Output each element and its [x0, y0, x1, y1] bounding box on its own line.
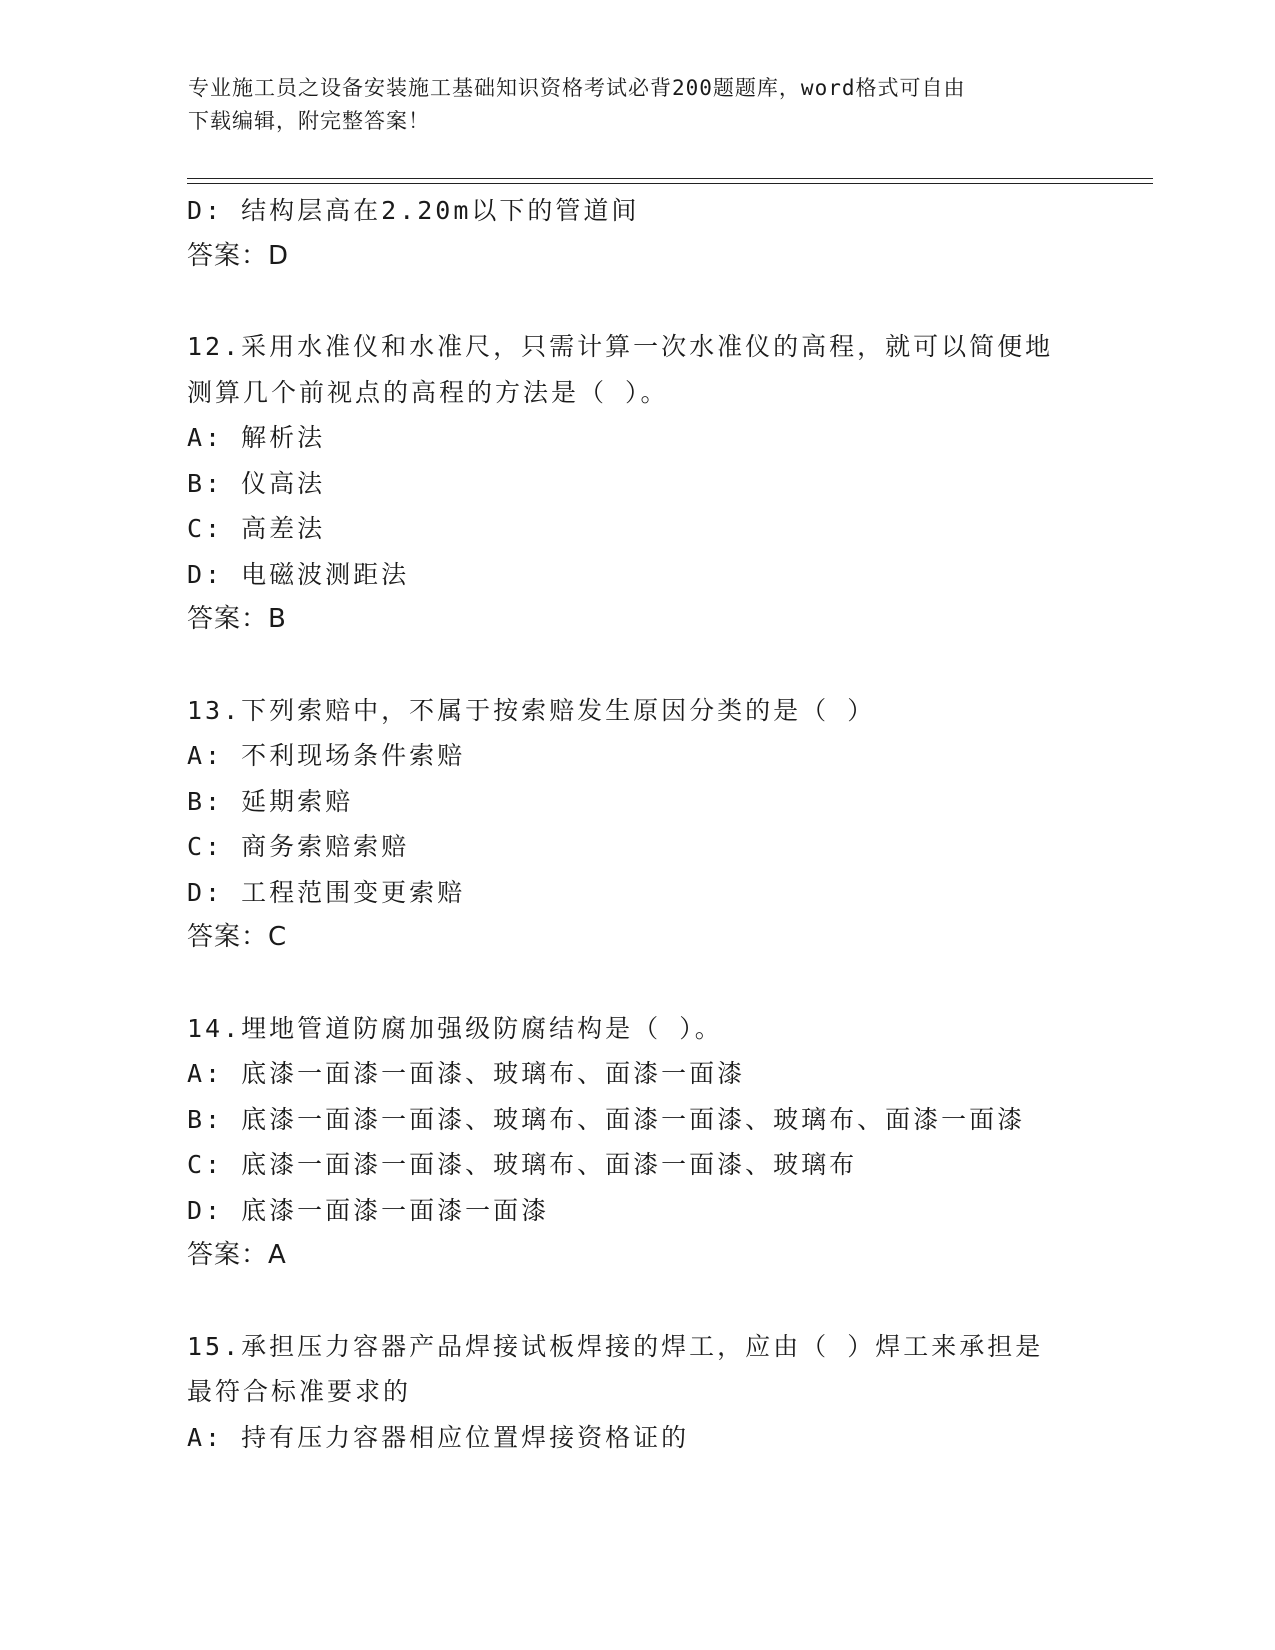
question-stem-continued: 测算几个前视点的高程的方法是（ ）。	[187, 377, 669, 407]
document-header	[188, 72, 1088, 138]
option-c: C: 高差法	[187, 514, 326, 543]
option-d: D: 底漆一面漆一面漆一面漆	[187, 1195, 550, 1225]
question-12	[187, 324, 1087, 643]
option-a: A: 持有压力容器相应位置焊接资格证的	[187, 1422, 690, 1452]
header-divider-bottom	[187, 183, 1153, 184]
header-divider-top	[187, 178, 1153, 179]
option-b: B: 延期索赔	[187, 786, 354, 816]
question-stem: 14.埋地管道防腐加强级防腐结构是（ ）。	[187, 1013, 723, 1043]
question-stem: 15.承担压力容器产品焊接试板焊接的焊工，应由（ ）焊工来承担是	[187, 1331, 1044, 1361]
answer: 答案：B	[187, 604, 287, 634]
spacer	[187, 961, 1087, 1006]
option-a: A: 解析法	[187, 423, 326, 452]
spacer	[187, 1279, 1087, 1324]
answer: 答案：A	[187, 1240, 287, 1270]
option-b: B: 仪高法	[187, 468, 326, 498]
answer: 答案：C	[187, 922, 288, 952]
prev-option-d: D: 结构层高在2.20m以下的管道间	[187, 196, 640, 225]
prev-answer: 答案：D	[187, 240, 290, 271]
header-title-line-1: 专业施工员之设备安装施工基础知识资格考试必背200题题库，word格式可自由	[188, 76, 966, 100]
header-title-line-2: 下载编辑，附完整答案！	[188, 109, 430, 133]
option-d: D: 电磁波测距法	[187, 559, 410, 589]
question-stem-continued: 最符合标准要求的	[187, 1377, 412, 1406]
option-a: A: 不利现场条件索赔	[187, 741, 466, 770]
spacer	[187, 643, 1087, 688]
option-a: A: 底漆一面漆一面漆、玻璃布、面漆一面漆	[187, 1059, 746, 1088]
question-stem: 13.下列索赔中，不属于按索赔发生原因分类的是（ ）	[187, 695, 876, 725]
question-stem: 12.采用水准仪和水准尺，只需计算一次水准仪的高程，就可以简便地	[187, 332, 1054, 361]
question-14	[187, 1006, 1087, 1279]
question-13	[187, 688, 1087, 961]
question-15	[187, 1324, 1087, 1461]
option-c: C: 底漆一面漆一面漆、玻璃布、面漆一面漆、玻璃布	[187, 1150, 858, 1179]
option-b: B: 底漆一面漆一面漆、玻璃布、面漆一面漆、玻璃布、面漆一面漆	[187, 1104, 1026, 1134]
question-list	[187, 188, 1087, 1460]
spacer	[187, 279, 1087, 324]
option-c: C: 商务索赔索赔	[187, 832, 410, 861]
option-d: D: 工程范围变更索赔	[187, 877, 466, 907]
